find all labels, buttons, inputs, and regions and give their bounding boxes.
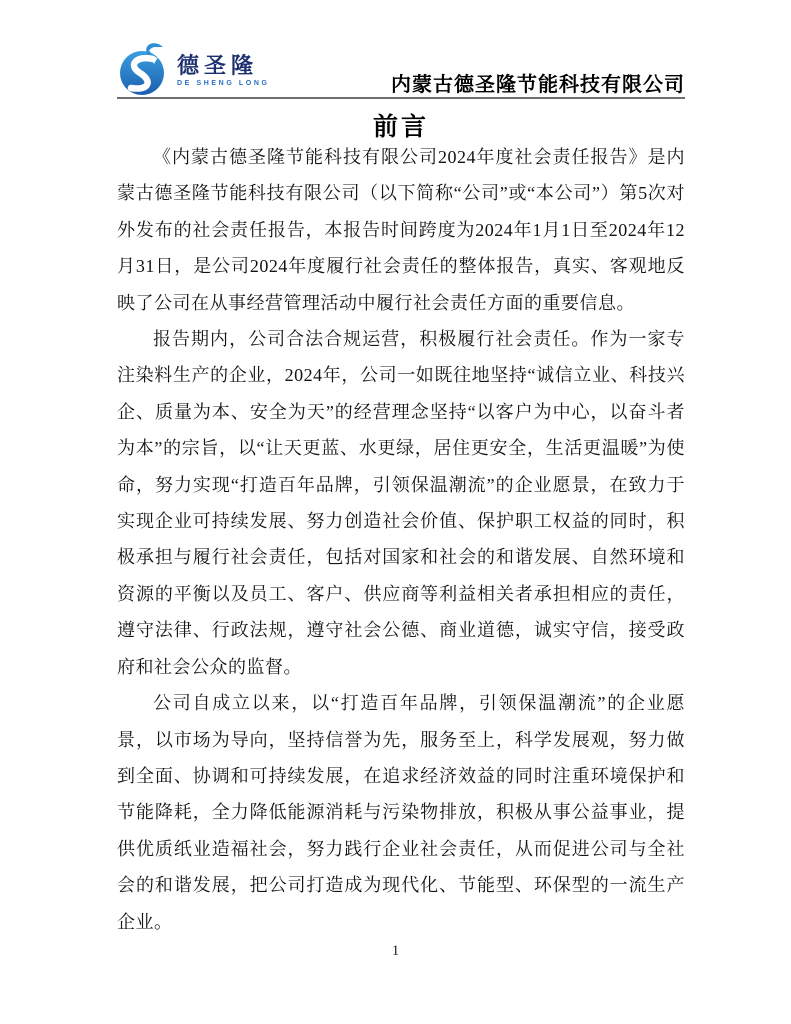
dragon-s-circle-icon [116,38,172,98]
preface-content [117,139,685,940]
page-number: 1 [391,943,400,959]
logo-chinese-name: 德圣隆 [177,53,259,78]
logo-english-name: DE SHENG LONG [177,80,270,87]
company-logo [116,38,270,98]
preface-paragraph-3: 公司自成立以来，以“打造百年品牌，引领保温潮流”的企业愿景，以市场为导向，坚持信誉为先，服务至上，科学发展观，努力做到全面、协调和可持续发展，在追求经济效益的同时注重环境保护和节能降耗，全力降低能源消耗与污染物排放，积极从事公益事业，提供优质纸业造福社会，努力践行企业社会责任，从而促进公司与全社会的和谐发展，把公司打造成为现代化、节能型、环保型的一流生产企业。 [117,693,685,932]
header-company-name: 内蒙古德圣隆节能科技有限公司 [391,74,685,96]
logo-text [177,55,270,87]
header-divider [117,97,685,99]
preface-paragraph-1: 《内蒙古德圣隆节能科技有限公司2024年度社会责任报告》是内蒙古德圣隆节能科技有限公司（以下简称“公司”或“本公司”）第5次对外发布的社会责任报告，本报告时间跨度为2024年1月1日至2024年12月31日，是公司2024年度履行社会责任的整体报告，真实、客观地反映了公司在从事经营管理活动中履行社会责任方面的重要信息。 [117,147,685,313]
preface-paragraph-2: 报告期内，公司合法合规运营，积极履行社会责任。作为一家专注染料生产的企业，2024年，公司一如既往地坚持“诚信立业、科技兴企、质量为本、安全为天”的经营理念坚持“以客户为中心，以奋斗者为本”的宗旨，以“让天更蓝、水更绿，居住更安全，生活更温暖”为使命，努力实现“打造百年品牌，引领保温潮流”的企业愿景，在致力于实现企业可持续发展、努力创造社会价值、保护职工权益的同时，积极承担与履行社会责任，包括对国家和社会的和谐发展、自然环境和资源的平衡以及员工、客户、供应商等利益相关者承担相应的责任，遵守法律、行政法规，遵守社会公德、商业道德，诚实守信，接受政府和社会公众的监督。 [117,329,685,677]
page-title: 前言 [372,114,429,141]
